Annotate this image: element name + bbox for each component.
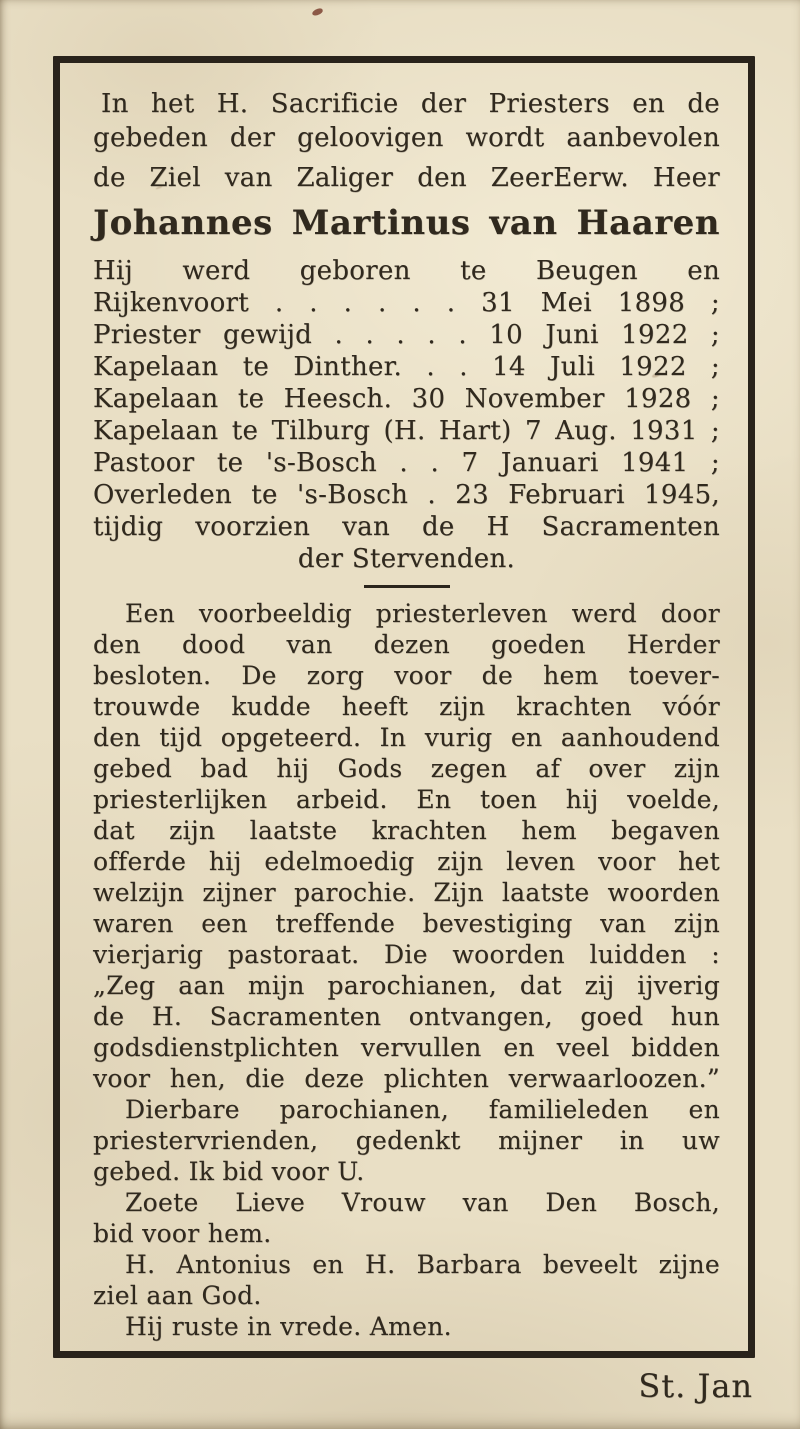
body-line: welzijn zijner parochie. Zijn laatste woorden: [93, 878, 720, 907]
line-kapelaan-heesch: Kapelaan te Heesch. 30 November 1928 ;: [93, 384, 720, 414]
line-born-place: Hij werd geboren te Beugen en: [93, 256, 720, 286]
body-line: trouwde kudde heeft zijn krachten vóór: [93, 692, 720, 721]
body-line: waren een treffende bevestiging van zijn: [93, 909, 720, 938]
body-line: gebed bad hij Gods zegen af over zijn: [93, 754, 720, 783]
body-line: H. Antonius en H. Barbara beveelt zijne: [125, 1250, 720, 1279]
line-priest-ordained: Priester gewijd . . . . . 10 Juni 1922 ;: [93, 320, 720, 350]
body-line-quote: godsdienstplichten vervullen en veel bidden: [93, 1033, 720, 1062]
rest-in-peace-paragraph: [93, 1311, 720, 1342]
body-line: bid voor hem.: [93, 1219, 272, 1248]
line-pastoor-bosch: Pastoor te 's-Bosch . . 7 Januari 1941 ;: [93, 448, 720, 478]
address-paragraph: [93, 1094, 720, 1187]
deceased-name: Johannes Martinus van Haaren: [93, 203, 720, 243]
card-frame: [53, 56, 755, 1358]
biography-dates-block: [93, 255, 720, 575]
intro-line: de Ziel van Zaliger den ZeerEerw. Heer: [93, 163, 720, 193]
eulogy-paragraph: [93, 598, 720, 1094]
body-line: vierjarig pastoraat. Die woorden luidden :: [93, 940, 720, 969]
body-line-quote: de H. Sacramenten ontvangen, goed hun: [93, 1002, 720, 1031]
body-line: den tijd opgeteerd. In vurig en aanhoudend: [93, 723, 720, 752]
line-kapelaan-dinther: Kapelaan te Dinther. . . 14 Juli 1922 ;: [93, 352, 720, 382]
body-line-quote: „Zeg aan mijn parochianen, dat zij ijverig: [93, 971, 720, 1000]
body-line: offerde hij edelmoedig zijn leven voor het: [93, 847, 720, 876]
body-line: ziel aan God.: [93, 1281, 262, 1310]
intro-line: In het H. Sacrificie der Priesters en de: [101, 89, 720, 119]
body-line: dat zijn laatste krachten hem begaven: [93, 816, 720, 845]
line-overleden: Overleden te 's-Bosch . 23 Februari 1945,: [93, 480, 720, 510]
invocation-mary-paragraph: [93, 1187, 720, 1249]
body-line: den dood van dezen goeden Herder: [93, 630, 720, 659]
body-line-quote: voor hen, die deze plichten verwaarloozen.”: [93, 1064, 720, 1093]
body-line: Hij ruste in vrede. Amen.: [125, 1312, 452, 1341]
body-line: Zoete Lieve Vrouw van Den Bosch,: [125, 1188, 720, 1217]
body-line: Een voorbeeldig priesterleven werd door: [125, 599, 720, 628]
card-content: [60, 63, 748, 1351]
invocation-saints-paragraph: [93, 1249, 720, 1311]
body-line: gebed. Ik bid voor U.: [93, 1157, 365, 1186]
body-line: priesterlijken arbeid. En toen hij voelde,: [93, 785, 720, 814]
body-line: priestervrienden, gedenkt mijner in uw: [93, 1126, 720, 1155]
line-stervenden: der Stervenden.: [297, 544, 516, 574]
footer-signature: St. Jan: [638, 1367, 753, 1405]
line-sacramenten: tijdig voorzien van de H Sacramenten: [93, 512, 720, 542]
line-kapelaan-tilburg: Kapelaan te Tilburg (H. Hart) 7 Aug. 1931 ;: [93, 416, 720, 446]
intro-block: [93, 87, 720, 195]
body-line: besloten. De zorg voor de hem toever-: [93, 661, 720, 690]
divider-rule: [364, 585, 450, 588]
line-born-date: Rijkenvoort . . . . . . 31 Mei 1898 ;: [93, 288, 720, 318]
body-line: Dierbare parochianen, familieleden en: [125, 1095, 720, 1124]
intro-line: gebeden der geloovigen wordt aanbevolen: [93, 123, 720, 153]
ink-speck: [311, 7, 323, 16]
